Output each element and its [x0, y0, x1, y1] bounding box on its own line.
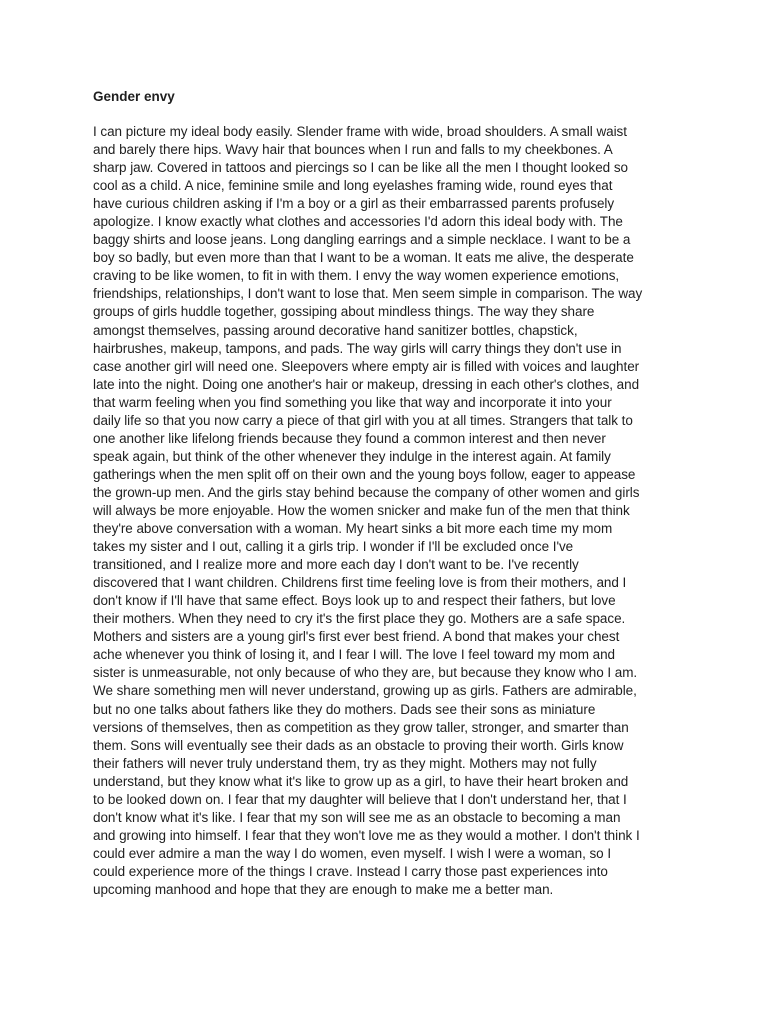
body-text-line: apologize. I know exactly what clothes and accessories I'd adorn this ideal body with. The — [93, 214, 623, 230]
body-text-line: daily life so that you now carry a piece of that girl with you at all times. Strangers that talk to — [93, 412, 633, 428]
body-text-line: versions of themselves, then as competition as they grow taller, stronger, and smarter than — [93, 719, 629, 735]
body-text-line: and barely there hips. Wavy hair that bounces when I run and falls to my cheekbones. A — [93, 142, 613, 158]
body-text-line: them. Sons will eventually see their dads as an obstacle to proving their worth. Girls know — [93, 737, 624, 753]
body-text-line: that warm feeling when you find something you like that way and incorporate it into your — [93, 394, 612, 410]
body-text-line: speak again, but think of the other whenever they indulge in the interest again. At family — [93, 448, 611, 464]
body-text-line: could experience more of the things I crave. Instead I carry those past experiences into — [93, 863, 608, 879]
body-text-line: don't know what it's like. I fear that my son will see me as an obstacle to becoming a man — [93, 809, 621, 825]
body-text-line: sharp jaw. Covered in tattoos and piercings so I can be like all the men I thought looked so — [93, 160, 628, 176]
body-text-line: one another like lifelong friends because they found a common interest and then never — [93, 430, 606, 446]
body-text-line: sister is unmeasurable, not only because of who they are, but because they know who I am. — [93, 665, 638, 681]
document-body — [93, 123, 703, 899]
body-text-line: discovered that I want children. Childrens first time feeling love is from their mothers, and I — [93, 575, 627, 591]
body-text-line: have curious children asking if I'm a boy or a girl as their embarrassed parents profusely — [93, 196, 615, 212]
body-text-line: understand, but they know what it's like to grow up as a girl, to have their heart broken and — [93, 773, 629, 789]
body-text-line: case another girl will need one. Sleepovers where empty air is filled with voices and laughter — [93, 358, 640, 374]
body-text-line: craving to be like women, to fit in with them. I envy the way women experience emotions, — [93, 268, 620, 284]
body-text-line: the grown-up men. And the girls stay behind because the company of other women and girls — [93, 484, 640, 500]
body-text-line: groups of girls huddle together, gossiping about mindless things. The way they share — [93, 304, 595, 320]
body-text-line: takes my sister and I out, calling it a girls trip. I wonder if I'll be excluded once I've — [93, 539, 574, 555]
body-text-line: late into the night. Doing one another's hair or makeup, dressing in each other's clothes, and — [93, 376, 640, 392]
body-text-line: they're above conversation with a woman. My heart sinks a bit more each time my mom — [93, 521, 613, 537]
body-text-line: don't know if I'll have that same effect. Boys look up to and respect their fathers, but love — [93, 593, 616, 609]
body-text-line: and growing into himself. I fear that they won't love me as they would a mother. I don't think I — [93, 827, 640, 843]
body-text-line: Mothers and sisters are a young girl's first ever best friend. A bond that makes your chest — [93, 629, 620, 645]
document-title: Gender envy — [93, 89, 175, 104]
body-text-line: friendships, relationships, I don't want to lose that. Men seem simple in comparison. The way — [93, 286, 643, 302]
body-text-line: transitioned, and I realize more and more each day I don't want to be. I've recently — [93, 557, 579, 573]
body-text-line: upcoming manhood and hope that they are enough to make me a better man. — [93, 881, 554, 897]
body-text-line: gatherings when the men split off on their own and the young boys follow, eager to appease — [93, 466, 636, 482]
body-text-line: ache whenever you think of losing it, and I fear I will. The love I feel toward my mom and — [93, 647, 616, 663]
body-text-line: their fathers will never truly understand them, try as they might. Mothers may not fully — [93, 755, 597, 771]
body-text-line: I can picture my ideal body easily. Slender frame with wide, broad shoulders. A small waist — [93, 124, 627, 139]
body-text-line: boy so badly, but even more than that I want to be a woman. It eats me alive, the desperate — [93, 250, 634, 266]
body-text-line: We share something men will never understand, growing up as girls. Fathers are admirable, — [93, 683, 637, 699]
body-text-line: will always be more enjoyable. How the women snicker and make fun of the men that think — [93, 502, 630, 518]
body-text-line: amongst themselves, passing around decorative hand sanitizer bottles, chapstick, — [93, 322, 578, 338]
body-text-line: their mothers. When they need to cry it's the first place they go. Mothers are a safe space. — [93, 611, 626, 627]
body-text-line: hairbrushes, makeup, tampons, and pads. The way girls will carry things they don't use in — [93, 340, 622, 356]
body-text-line: to be looked down on. I fear that my daughter will believe that I don't understand her, that I — [93, 791, 627, 807]
body-text-line: baggy shirts and loose jeans. Long dangling earrings and a simple necklace. I want to be a — [93, 232, 631, 248]
body-text-line: cool as a child. A nice, feminine smile and long eyelashes framing wide, round eyes that — [93, 178, 613, 194]
body-text-line: but no one talks about fathers like they do mothers. Dads see their sons as miniature — [93, 701, 596, 717]
body-text-line: could ever admire a man the way I do women, even myself. I wish I were a woman, so I — [93, 845, 612, 861]
